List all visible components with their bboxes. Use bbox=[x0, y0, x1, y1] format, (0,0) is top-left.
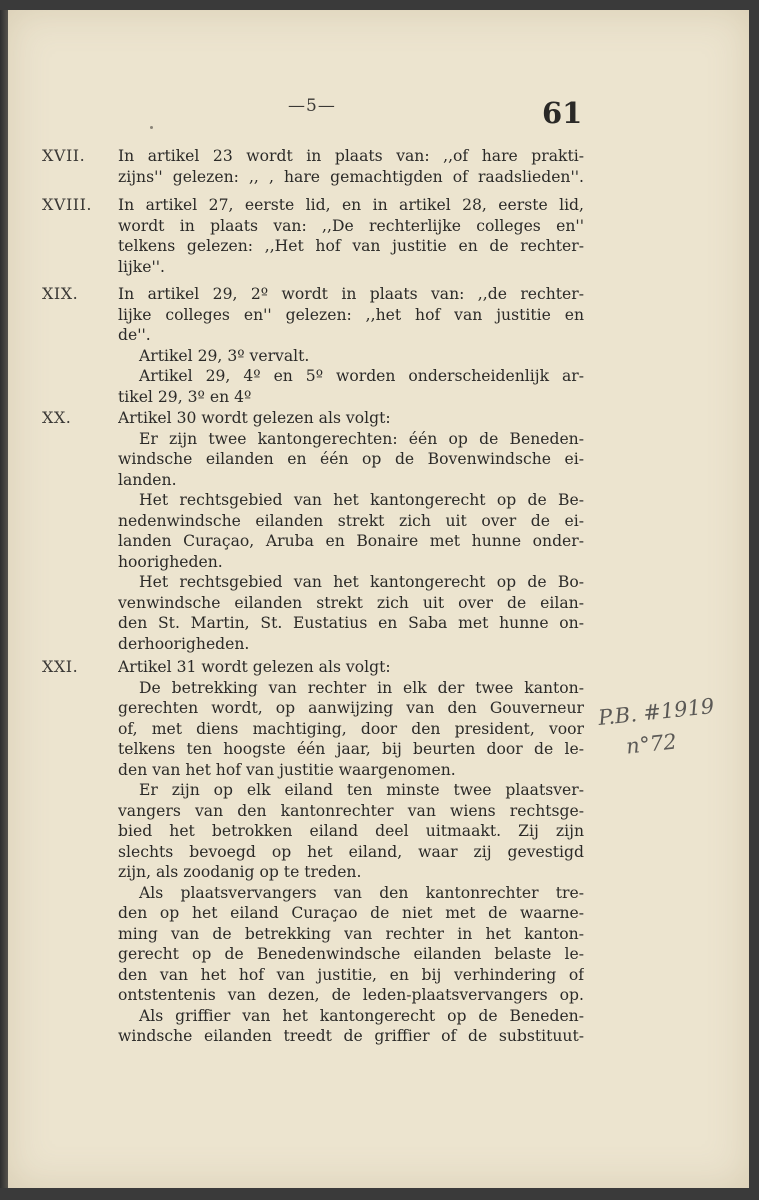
article-number: XVII. bbox=[42, 146, 86, 165]
text-line: Er zijn op elk eiland ten minste twee plaatsver- bbox=[139, 781, 584, 799]
text-line: tikel 29, 3º en 4º bbox=[118, 387, 252, 406]
text-line: gerechten wordt, op aanwijzing van den Gouverneur bbox=[118, 699, 584, 717]
text-line: lijke''. bbox=[118, 257, 166, 276]
text-line: ontstentenis van dezen, de leden-plaatsvervangers op. bbox=[118, 986, 584, 1004]
text-line: Artikel 29, 3º vervalt. bbox=[139, 346, 310, 365]
text-line: Artikel 30 wordt gelezen als volgt: bbox=[118, 409, 391, 427]
text-line: telkens ten hoogste één jaar, bij beurten door de le- bbox=[118, 740, 584, 758]
text-line: gerecht op de Benedenwindsche eilanden belaste le- bbox=[118, 945, 584, 963]
text-line: Als griffier van het kantongerecht op de Beneden- bbox=[139, 1006, 584, 1025]
text-line: slechts bevoegd op het eiland, waar zij gevestigd bbox=[118, 842, 584, 861]
text-line: In artikel 29, 2º wordt in plaats van: ,,de rechter- bbox=[118, 285, 584, 303]
article-number: XIX. bbox=[42, 284, 79, 303]
text-line: lijke colleges en'' gelezen: ,,het hof van justitie en bbox=[118, 305, 584, 324]
text-line: De betrekking van rechter in elk der twee kanton- bbox=[139, 678, 584, 697]
text-line: In artikel 27, eerste lid, en in artikel 28, eerste lid, bbox=[118, 196, 584, 214]
text-line: nedenwindsche eilanden strekt zich uit over de ei- bbox=[118, 511, 584, 530]
text-line: zijn, als zoodanig op te treden. bbox=[118, 863, 362, 881]
text-line: landen Curaçao, Aruba en Bonaire met hunne onder- bbox=[118, 532, 584, 550]
text-line: zijns'' gelezen: ,, , hare gemachtigden of raadslieden''. bbox=[118, 167, 584, 186]
text-line: den van het hof van justitie, en bij verhindering of bbox=[118, 965, 584, 984]
article-number: XVIII. bbox=[42, 195, 92, 214]
text-line: In artikel 23 wordt in plaats van: ,,of hare prakti- bbox=[118, 147, 584, 165]
text-line: venwindsche eilanden strekt zich uit over de eilan- bbox=[118, 593, 584, 612]
book-spine bbox=[0, 10, 8, 1188]
text-line: hoorigheden. bbox=[118, 552, 223, 571]
text-line: Het rechtsgebied van het kantongerecht op de Be- bbox=[139, 491, 584, 509]
text-line: den St. Martin, St. Eustatius en Saba met hunne on- bbox=[118, 614, 584, 632]
paper-speck bbox=[150, 126, 153, 129]
sheet-mark: —5— bbox=[288, 96, 336, 116]
text-line: windsche eilanden treedt de griffier of de substituut- bbox=[118, 1027, 584, 1045]
text-line: ming van de betrekking van rechter in het kanton- bbox=[118, 924, 584, 943]
handwritten-note-line2: n°72 bbox=[624, 729, 678, 759]
handwritten-note-line1: P.B. #1919 bbox=[597, 693, 716, 731]
article-number: XX. bbox=[42, 408, 72, 427]
text-line: telkens gelezen: ,,Het hof van justitie en de rechter- bbox=[118, 237, 584, 255]
text-line: derhoorigheden. bbox=[118, 634, 250, 653]
text-line: Als plaatsvervangers van den kantonrechter tre- bbox=[139, 883, 584, 902]
text-line: den van het hof van justitie waargenomen. bbox=[118, 760, 456, 779]
text-line: landen. bbox=[118, 470, 177, 489]
text-line: of, met diens machtiging, door den president, voor bbox=[118, 719, 584, 738]
text-line: bied het betrokken eiland deel uitmaakt. Zij zijn bbox=[118, 822, 584, 840]
text-line: wordt in plaats van: ,,De rechterlijke colleges en'' bbox=[118, 216, 584, 235]
text-line: Het rechtsgebied van het kantongerecht op de Bo- bbox=[139, 573, 584, 591]
text-line: Artikel 29, 4º en 5º worden onderscheidenlijk ar- bbox=[139, 367, 584, 385]
text-line: den op het eiland Curaçao de niet met de waarne- bbox=[118, 904, 584, 922]
text-line: vangers van den kantonrechter van wiens rechtsge- bbox=[118, 801, 584, 820]
text-line: de''. bbox=[118, 326, 151, 344]
text-line: Artikel 31 wordt gelezen als volgt: bbox=[118, 658, 391, 676]
text-line: Er zijn twee kantongerechten: één op de Beneden- bbox=[139, 429, 584, 448]
article-number: XXI. bbox=[42, 657, 79, 676]
page-number: 61 bbox=[542, 96, 583, 130]
text-line: windsche eilanden en één op de Bovenwindsche ei- bbox=[118, 450, 584, 468]
